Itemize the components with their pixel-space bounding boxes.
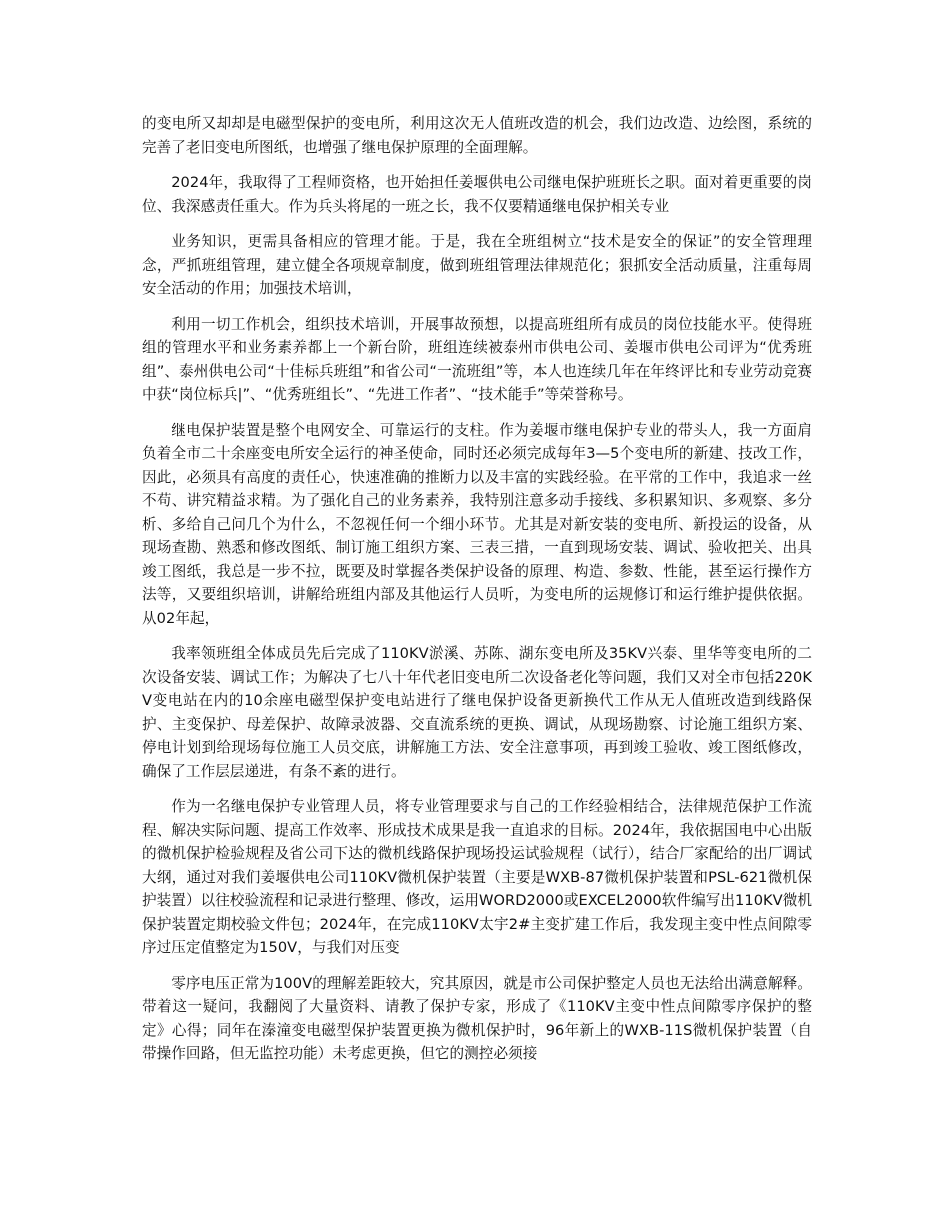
paragraph-technical-achievements: 作为一名继电保护专业管理人员，将专业管理要求与自己的工作经验相结合，法律规范保护工作流程、解决实际问题、提高工作效率、形成技术成果是我一直追求的目标。2024年，我依据国电中心出版的微机保护检验规程及省公司下达的微机线路保护现场投运试验规程（试行），结合厂家配给的出厂调试大纲，通过对我们姜堰供电公司110KV微机保护装置（主要是WXB-87微机保护装置和PSL-621微机保护装置）以往校验流程和记录进行整理、修改，运用WORD2000或EXCEL2000软件编写出110KV微机保护装置定期校验文件包；2024年，在完成110KV太宇2#主变扩建工作后，我发现主变中性点间隙零序过压定值整定为150V，与我们对压变 [142,798,812,956]
paragraph-management-skills: 业务知识，更需具备相应的管理才能。于是，我在全班组树立“技术是安全的保证”的安全管理理念，严抓班组管理，建立健全各项规章制度，做到班组管理法律规范化；狠抓安全活动质量，注重每周安全活动的作用；加强技术培训， [142,233,812,297]
paragraph-engineer-qualification: 2024年，我取得了工程师资格，也开始担任姜堰供电公司继电保护班班长之职。面对着更重要的岗位、我深感责任重大。作为兵头将尾的一班之长，我不仅要精通继电保护相关专业 [142,174,812,215]
document-body [142,112,812,1078]
paragraph-zero-sequence-voltage: 零序电压正常为100V的理解差距较大，究其原因，就是市公司保护整定人员也无法给出满意解释。带着这一疑问，我翻阅了大量资料、请教了保护专家，形成了《110KV主变中性点间隙零序保护的整定》心得；同年在溱潼变电磁型保护装置更换为微机保护时，96年新上的WXB-11S微机保护装置（自带操作回路，但无监控功能）未考虑更换，但它的测控必须接 [142,974,812,1062]
paragraph-substation-projects: 我率领班组全体成员先后完成了110KV淤溪、苏陈、湖东变电所及35KV兴泰、里华等变电所的二次设备安装、调试工作；为解决了七八十年代老旧变电所二次设备老化等问题，我们又对全市包括220KV变电站在内的10余座电磁型保护变电站进行了继电保护设备更新换代工作从无人值班改造到线路保护、主变保护、母差保护、故障录波器、交直流系统的更换、调试，从现场勘察、讨论施工组织方案、停电计划到给现场每位施工人员交底，讲解施工方法、安全注意事项，再到竣工验收、竣工图纸修改，确保了工作层层递进，有条不紊的进行。 [142,645,812,780]
paragraph-relay-protection: 继电保护装置是整个电网安全、可靠运行的支柱。作为姜堰市继电保护专业的带头人，我一方面肩负着全市二十余座变电所安全运行的神圣使命，同时还必须完成每年3—5个变电所的新建、技改工作，因此，必须具有高度的责任心，快速准确的推断力以及丰富的实践经验。在平常的工作中，我追求一丝不苟、讲究精益求精。为了强化自己的业务素养，我特别注意多动手接线、多积累知识、多观察、多分析、多给自己问几个为什么，不忽视任何一个细小环节。尤其是对新安装的变电所、新投运的设备，从现场查勘、熟悉和修改图纸、制订施工组织方案、三表三措，一直到现场安装、调试、验收把关、出具竣工图纸，我总是一步不拉，既要及时掌握各类保护设备的原理、构造、参数、性能，甚至运行操作方法等，又要组织培训，讲解给班组内部及其他运行人员听，为变电所的运规修订和运行维护提供依据。从02年起， [142,421,812,627]
paragraph-team-training: 利用一切工作机会，组织技术培训，开展事故预想，以提高班组所有成员的岗位技能水平。使得班组的管理水平和业务素养都上一个新台阶，班组连续被泰州市供电公司、姜堰市供电公司评为“优秀班组”、泰州供电公司“十佳标兵班组”和省公司“一流班组”等，本人也连续几年在年终评比和专业劳动竞赛中获“岗位标兵|”、“优秀班组长”、“先进工作者”、“技术能手”等荣誉称号。 [142,315,812,403]
paragraph-continuation: 的变电所又却却是电磁型保护的变电所，利用这次无人值班改造的机会，我们边改造、边绘图，系统的完善了老旧变电所图纸，也增强了继电保护原理的全面理解。 [142,115,812,156]
